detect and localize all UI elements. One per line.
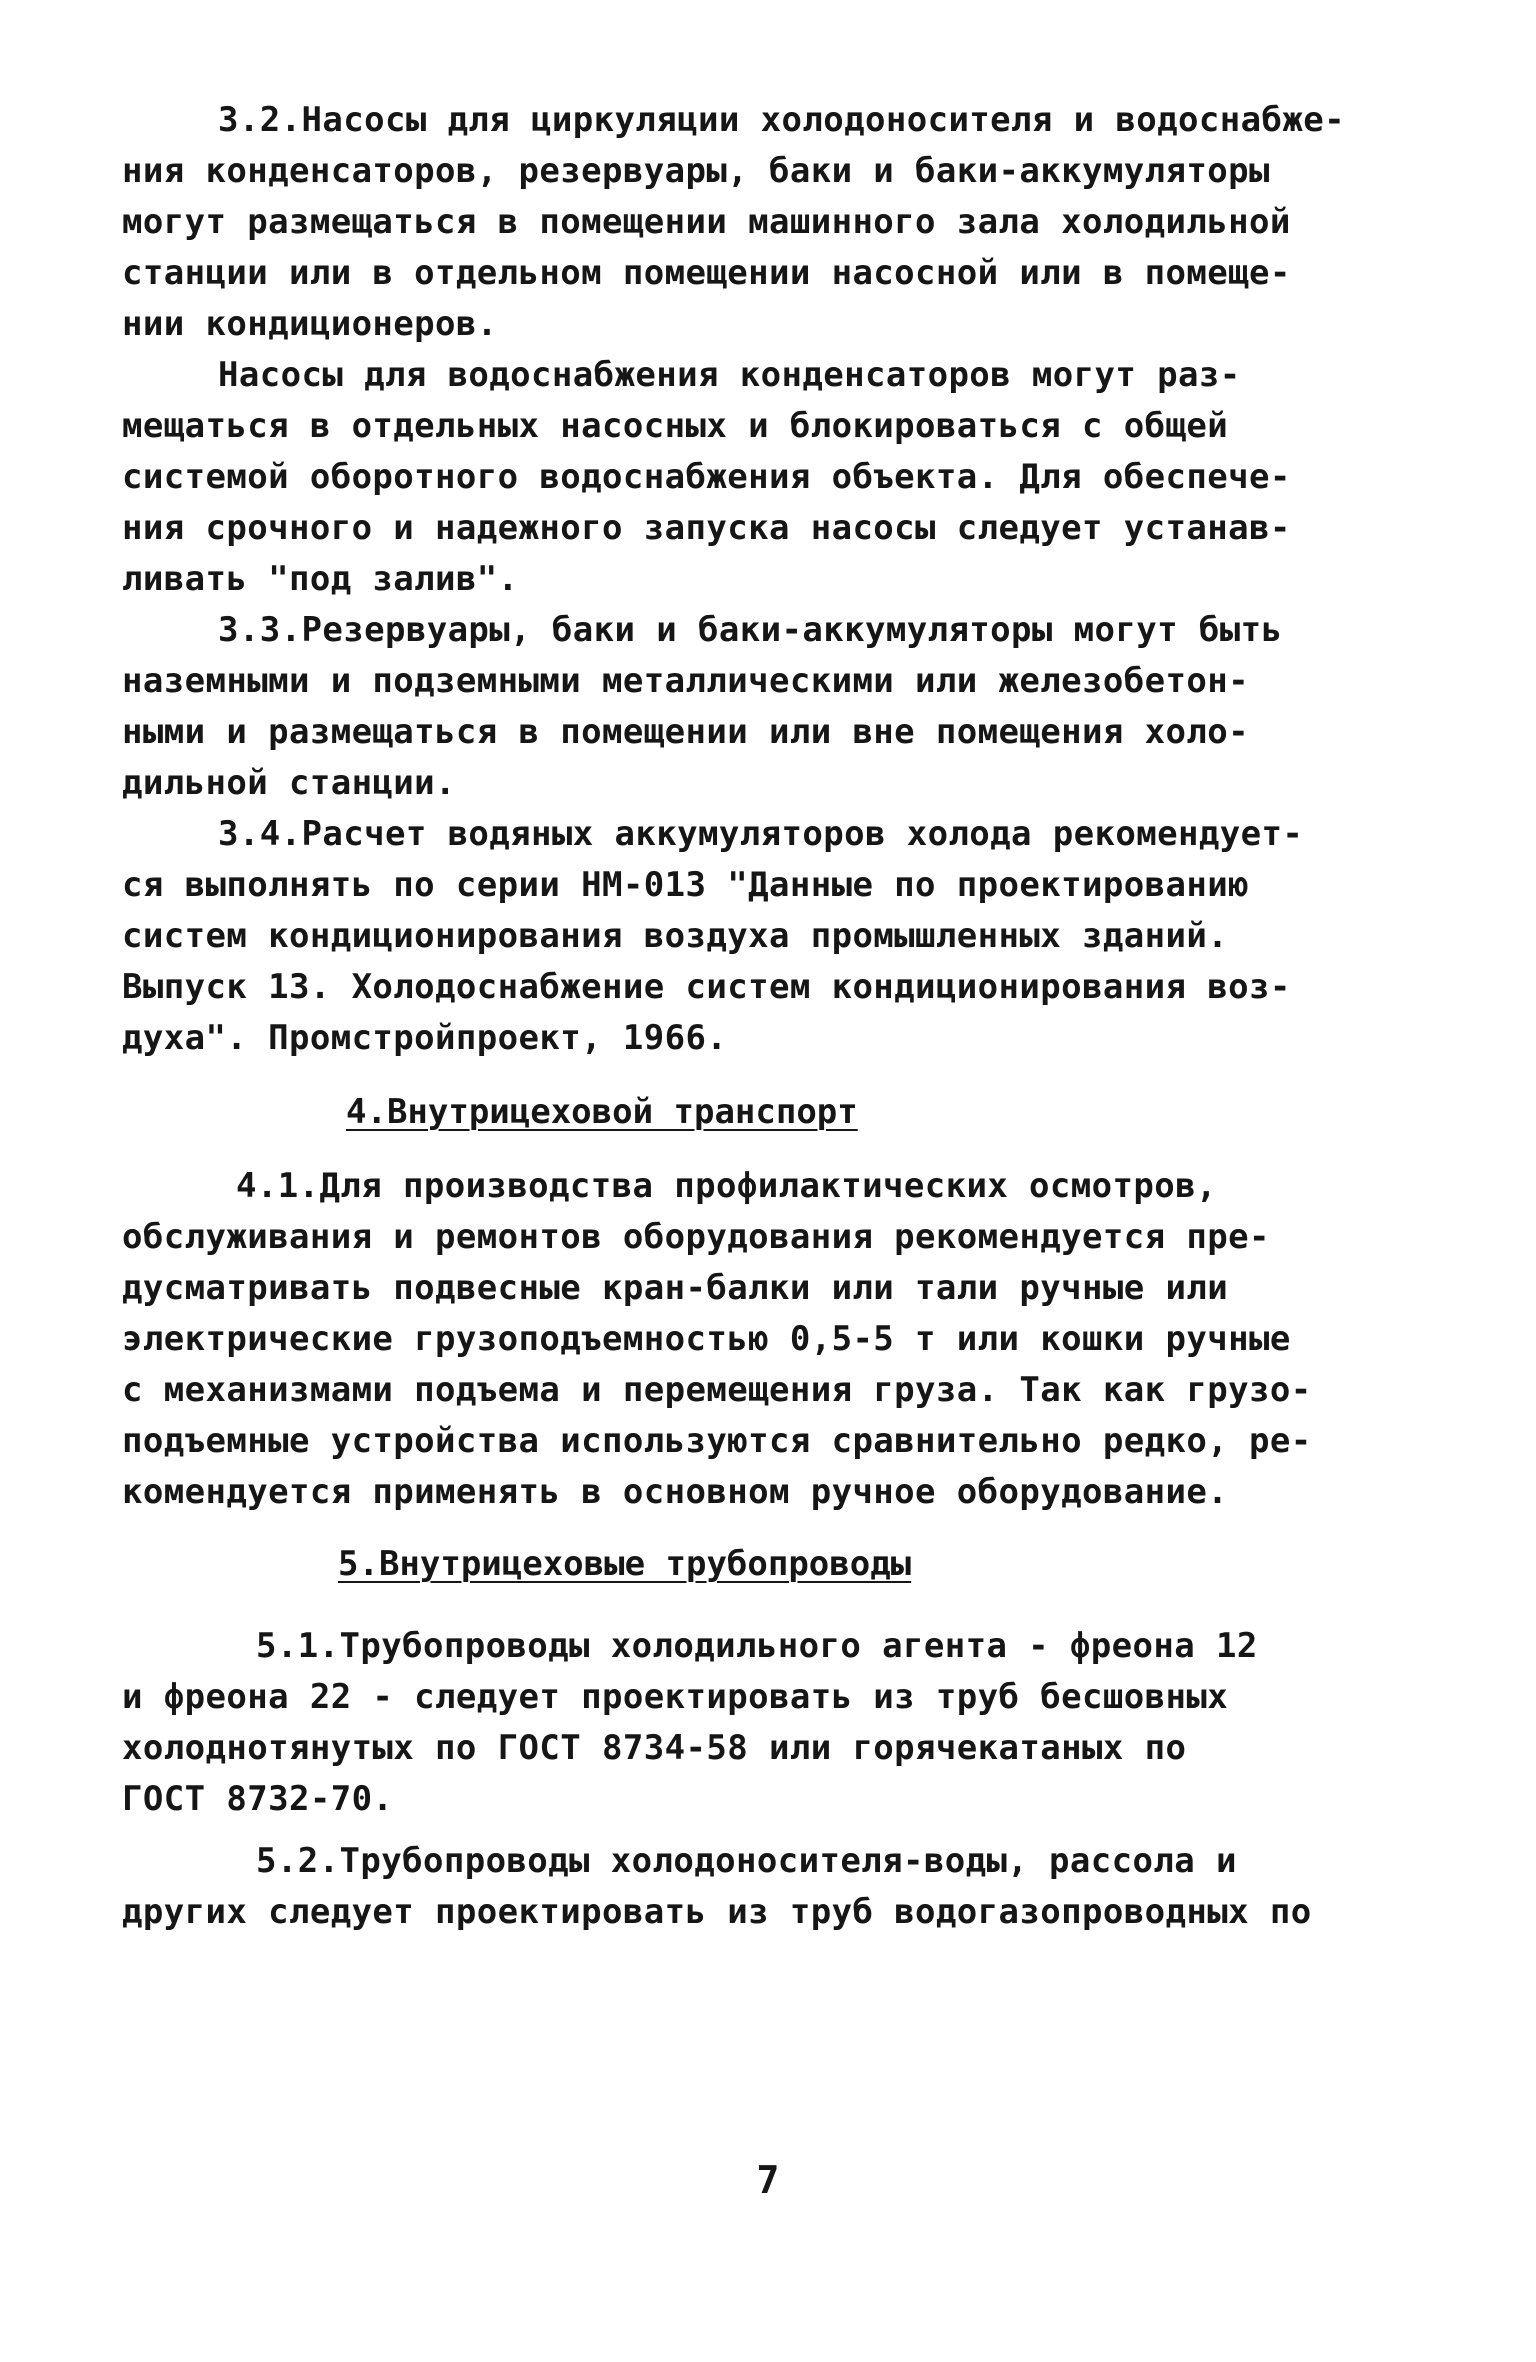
section-heading: 5.Внутрицеховые трубопроводы — [338, 1544, 912, 1584]
text-line: духа". Промстройпроект, 1966. — [122, 1018, 728, 1058]
text-line: ния конденсаторов, резервуары, баки и баки-аккумуляторы — [122, 151, 1270, 191]
section-heading: 4.Внутрицеховой транспорт — [346, 1092, 858, 1132]
text-line: подъемные устройства используются сравнительно редко, ре- — [122, 1421, 1312, 1461]
text-line: холоднотянутых по ГОСТ 8734-58 или горячекатаных по — [122, 1728, 1187, 1768]
text-line: 4.1.Для производства профилактических осмотров, — [236, 1166, 1217, 1206]
text-line: дусматривать подвесные кран-балки или тали ручные или — [122, 1268, 1229, 1308]
text-line: других следует проектировать из труб водогазопроводных по — [122, 1892, 1312, 1932]
page-number: 7 — [756, 2158, 780, 2202]
text-line: ния срочного и надежного запуска насосы следует устанав- — [122, 508, 1291, 548]
text-line: систем кондиционирования воздуха промышленных зданий. — [122, 916, 1229, 956]
text-line: ся выполнять по серии НМ-013 "Данные по проектированию — [122, 865, 1249, 905]
text-line: мещаться в отдельных насосных и блокироваться с общей — [122, 406, 1229, 446]
text-line: Выпуск 13. Холодоснабжение систем кондиционирования воз- — [122, 967, 1291, 1007]
text-line: могут размещаться в помещении машинного зала холодильной — [122, 202, 1291, 242]
text-line: дильной станции. — [122, 763, 456, 803]
text-line: ГОСТ 8732-70. — [122, 1779, 394, 1819]
text-line: Насосы для водоснабжения конденсаторов могут раз- — [218, 355, 1241, 395]
text-line: 3.2.Насосы для циркуляции холодоносителя и водоснабже- — [218, 100, 1345, 140]
text-line: обслуживания и ремонтов оборудования рекомендуется пре- — [122, 1217, 1270, 1257]
text-line: ливать "под залив". — [122, 559, 519, 599]
text-line: 3.3.Резервуары, баки и баки-аккумуляторы могут быть — [218, 610, 1283, 650]
text-line: и фреона 22 - следует проектировать из труб бесшовных — [122, 1677, 1229, 1717]
text-line: с механизмами подъема и перемещения груза. Так как грузо- — [122, 1370, 1312, 1410]
text-line: электрические грузоподъемностью 0,5-5 т или кошки ручные — [122, 1319, 1291, 1359]
text-line: станции или в отдельном помещении насосной или в помеще- — [122, 253, 1291, 293]
text-line: наземными и подземными металлическими или железобетон- — [122, 661, 1249, 701]
text-line: нии кондиционеров. — [122, 304, 498, 344]
text-line: комендуется применять в основном ручное оборудование. — [122, 1472, 1229, 1512]
text-line: 3.4.Расчет водяных аккумуляторов холода рекомендует- — [218, 814, 1304, 854]
text-line: ными и размещаться в помещении или вне помещения холо- — [122, 712, 1249, 752]
text-line: 5.1.Трубопроводы холодильного агента - фреона 12 — [256, 1626, 1258, 1666]
text-line: системой оборотного водоснабжения объекта. Для обеспече- — [122, 457, 1291, 497]
text-line: 5.2.Трубопроводы холодоносителя-воды, рассола и — [256, 1841, 1237, 1881]
